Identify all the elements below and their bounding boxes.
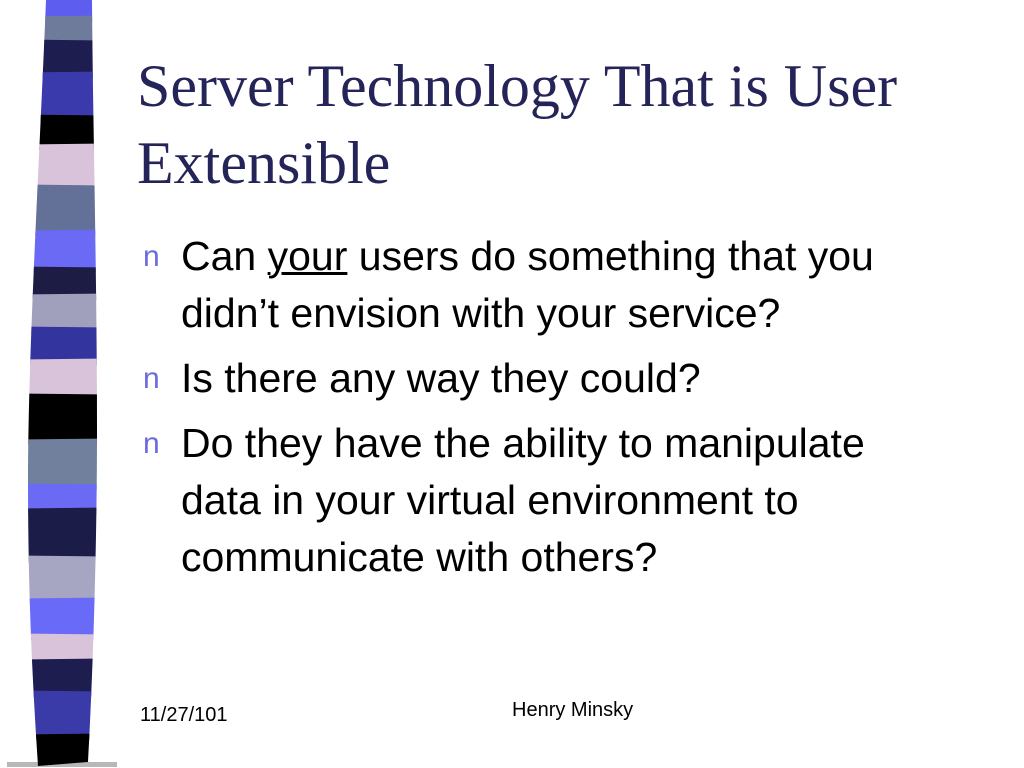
bullet-text: Can your users do something that you didn’t envision with your service? bbox=[181, 233, 874, 336]
ribbon-stripe bbox=[16, 507, 111, 562]
ribbon-stripe bbox=[16, 438, 111, 490]
bullet-list bbox=[143, 228, 943, 594]
slide-title: Server Technology That is User Extensible bbox=[137, 53, 898, 196]
bullet-marker: n bbox=[143, 362, 160, 395]
ribbon-stripe bbox=[16, 71, 111, 121]
bullet-marker: n bbox=[143, 427, 160, 460]
decorative-ribbon bbox=[0, 0, 130, 768]
bullet-text: Do they have the ability to manipulate data in your virtual environment to communicate with others? bbox=[181, 420, 865, 580]
bullet-item bbox=[143, 228, 943, 342]
ribbon-stripe bbox=[16, 690, 111, 740]
bullet-marker: n bbox=[143, 240, 160, 273]
footer-author: Henry Minsky bbox=[512, 699, 634, 721]
ribbon-stripe bbox=[16, 184, 111, 236]
footer-date: 11/27/101 bbox=[140, 704, 228, 726]
bullet-item bbox=[143, 350, 943, 407]
bullet-text: Is there any way they could? bbox=[181, 355, 701, 401]
ribbon-stripe bbox=[16, 555, 111, 604]
ribbon-stripe bbox=[16, 229, 111, 273]
ribbon-stripe bbox=[16, 393, 111, 445]
bullet-item bbox=[143, 415, 943, 586]
ribbon-graphic bbox=[0, 0, 130, 768]
ribbon-stripe bbox=[16, 143, 111, 191]
